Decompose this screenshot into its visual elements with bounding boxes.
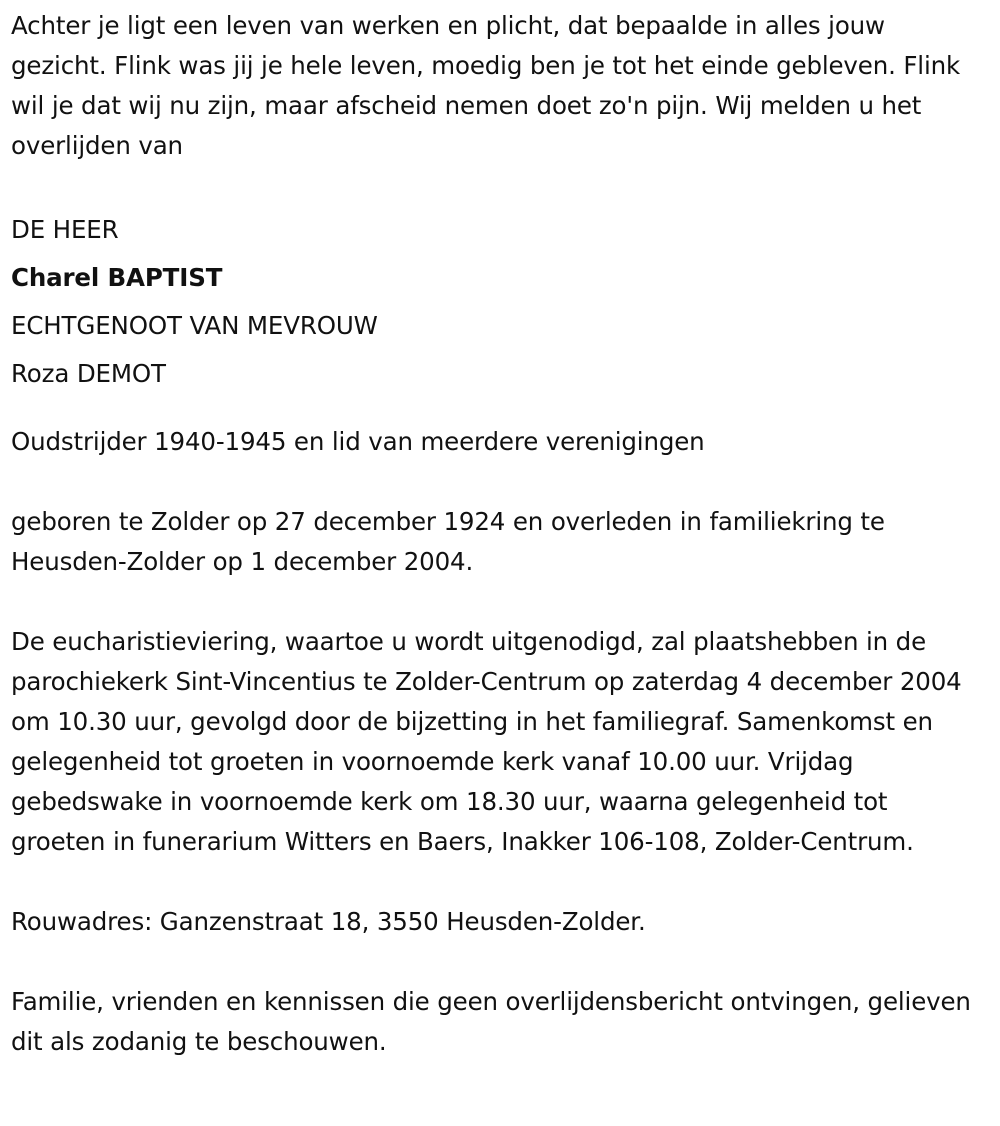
deceased-name: Charel BAPTIST bbox=[11, 263, 223, 292]
honorific: DE HEER bbox=[11, 215, 119, 244]
obituary-text bbox=[11, 6, 986, 1062]
closing-paragraph: Familie, vrienden en kennissen die geen overlijdensbericht ontvingen, gelieven dit als zodanig te beschouwen. bbox=[11, 987, 971, 1056]
ceremony-paragraph: De eucharistieviering, waartoe u wordt uitgenodigd, zal plaatshebben in de parochiekerk Sint-Vincentius te Zolder-Centrum op zaterdag 4 december 2004 om 10.30 uur, gevolgd door de bijzetting in het familiegraf. Samenkomst en gelegenheid tot groeten in voornoemde kerk vanaf 10.00 uur. Vrijdag gebedswake in voornoemde kerk om 18.30 uur, waarna gelegenheid tot groeten in funerarium Witters en Baers, Inakker 106-108, Zolder-Centrum. bbox=[11, 627, 962, 856]
address-paragraph: Rouwadres: Ganzenstraat 18, 3550 Heusden-Zolder. bbox=[11, 907, 646, 936]
spouse-name: Roza DEMOT bbox=[11, 359, 166, 388]
spacer bbox=[11, 862, 986, 902]
memberships-paragraph: Oudstrijder 1940-1945 en lid van meerdere verenigingen bbox=[11, 427, 705, 456]
birth-death-paragraph: geboren te Zolder op 27 december 1924 en overleden in familiekring te Heusden-Zolder op 1 december 2004. bbox=[11, 507, 885, 576]
intro-paragraph: Achter je ligt een leven van werken en plicht, dat bepaalde in alles jouw gezicht. Flink was jij je hele leven, moedig ben je tot het einde gebleven. Flink wil je dat wij nu zijn, maar afscheid nemen doet zo'n pijn. Wij melden u het overlijden van bbox=[11, 11, 961, 160]
relation-line: ECHTGENOOT VAN MEVROUW bbox=[11, 311, 378, 340]
spacer bbox=[11, 166, 986, 206]
spacer bbox=[11, 582, 986, 622]
spacer bbox=[11, 942, 986, 982]
spacer bbox=[11, 398, 986, 422]
spacer bbox=[11, 462, 986, 502]
